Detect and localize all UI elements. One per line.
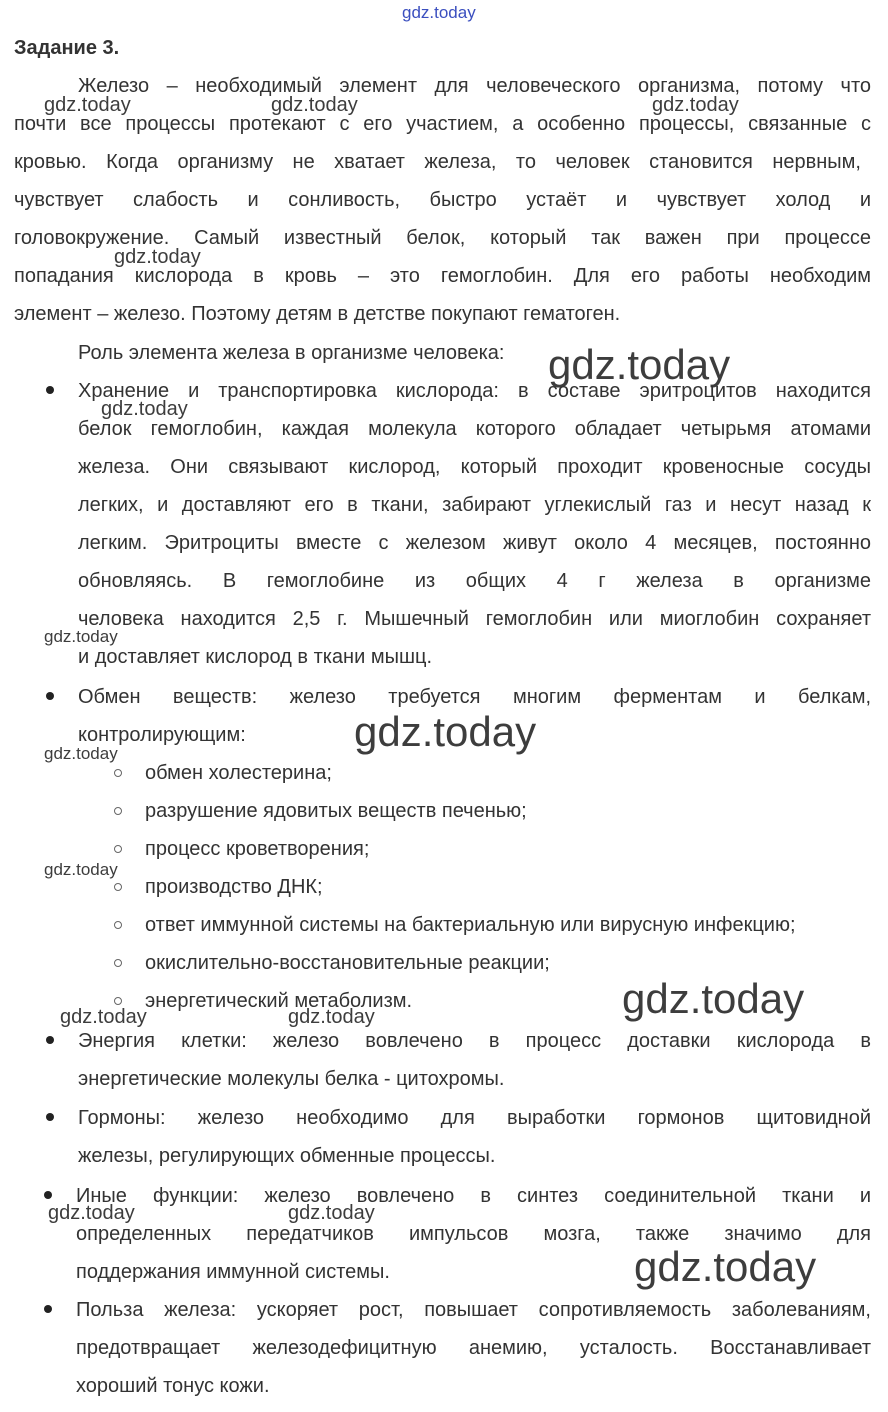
bullet-line: и доставляет кислород в ткани мышц. (78, 646, 433, 668)
bullet-dot (46, 1036, 54, 1044)
sub-item: ответ иммунной системы на бактериальную или вирусную инфекцию; (145, 914, 796, 936)
watermark: gdz.today (288, 1006, 375, 1028)
sub-item: окислительно-восстановительные реакции; (145, 952, 550, 974)
watermark: gdz.today (44, 627, 118, 646)
bullet-line: предотвращает железодефицитную анемию, усталость. Восстанавливает (76, 1337, 871, 1359)
watermark-large: gdz.today (634, 1243, 817, 1290)
watermark: gdz.today (44, 860, 118, 879)
paragraph-line: кровью. Когда организму не хватает железа, то человек становится нервным, (14, 151, 861, 173)
bullet-dot (46, 386, 54, 394)
bullet-line: Хранение и транспортировка кислорода: в составе эритроцитов находится (78, 380, 871, 402)
sub-item: производство ДНК; (145, 876, 323, 898)
bullet-dot (46, 692, 54, 700)
bullet-line: человека находится 2,5 г. Мышечный гемоглобин или миоглобин сохраняет (78, 608, 871, 630)
paragraph-line: головокружение. Самый известный белок, который так важен при процессе (14, 227, 871, 249)
watermark-top: gdz.today (402, 3, 476, 22)
watermark: gdz.today (101, 398, 188, 420)
bullet-line: Иные функции: железо вовлечено в синтез соединительной ткани и (76, 1185, 871, 1207)
bullet-line: железа. Они связывают кислород, который проходит кровеносные сосуды (78, 456, 871, 478)
sub-bullet-circle (114, 997, 122, 1005)
bullet-line: легких, и доставляют его в ткани, забирают углекислый газ и несут назад к (78, 494, 871, 516)
watermark: gdz.today (288, 1202, 375, 1224)
paragraph-line: Железо – необходимый элемент для человеческого организма, потому что (78, 75, 871, 97)
watermark-large: gdz.today (622, 975, 805, 1022)
bullet-dot (46, 1113, 54, 1121)
paragraph-line: чувствует слабость и сонливость, быстро устаёт и чувствует холод и (14, 189, 871, 211)
watermark: gdz.today (271, 94, 358, 116)
sub-bullet-circle (114, 769, 122, 777)
watermark: gdz.today (48, 1202, 135, 1224)
sub-item: энергетический метаболизм. (145, 990, 413, 1012)
paragraph-line: элемент – железо. Поэтому детям в детстве покупают гематоген. (14, 303, 621, 325)
sub-bullet-circle (114, 883, 122, 891)
watermark: gdz.today (652, 94, 739, 116)
bullet-dot (44, 1191, 52, 1199)
bullet-line: поддержания иммунной системы. (76, 1261, 390, 1283)
section-heading: Роль элемента железа в организме человека: (78, 342, 505, 364)
paragraph-line: почти все процессы протекают с его участием, а особенно процессы, связанные с (14, 113, 871, 135)
sub-item: разрушение ядовитых веществ печенью; (145, 800, 527, 822)
sub-bullet-circle (114, 845, 122, 853)
bullet-line: обновляясь. В гемоглобине из общих 4 г железа в организме (78, 570, 871, 592)
watermark: gdz.today (44, 744, 118, 763)
bullet-line: железы, регулирующих обменные процессы. (78, 1145, 496, 1167)
bullet-line: Польза железа: ускоряет рост, повышает сопротивляемость заболеваниям, (76, 1299, 871, 1321)
bullet-line: Обмен веществ: железо требуется многим ферментам и белкам, (78, 686, 871, 708)
watermark-large: gdz.today (548, 341, 731, 388)
bullet-line: энергетические молекулы белка - цитохромы. (78, 1068, 505, 1090)
watermark: gdz.today (60, 1006, 147, 1028)
sub-item: обмен холестерина; (145, 762, 332, 784)
watermark: gdz.today (114, 246, 201, 268)
sub-item: процесс кроветворения; (145, 838, 370, 860)
bullet-line: Энергия клетки: железо вовлечено в процесс доставки кислорода в (78, 1030, 871, 1052)
bullet-line: определенных передатчиков импульсов мозга, также значимо для (76, 1223, 871, 1245)
sub-bullet-circle (114, 959, 122, 967)
bullet-line: белок гемоглобин, каждая молекула которого обладает четырьмя атомами (78, 418, 871, 440)
paragraph-line: попадания кислорода в кровь – это гемоглобин. Для его работы необходим (14, 265, 871, 287)
page-title: Задание 3. (14, 37, 120, 59)
bullet-line: контролирующим: (78, 724, 246, 746)
watermark-large: gdz.today (354, 708, 537, 755)
bullet-line: хороший тонус кожи. (76, 1375, 270, 1397)
bullet-line: Гормоны: железо необходимо для выработки гормонов щитовидной (78, 1107, 871, 1129)
watermark: gdz.today (44, 94, 131, 116)
sub-bullet-circle (114, 807, 122, 815)
bullet-dot (44, 1305, 52, 1313)
sub-bullet-circle (114, 921, 122, 929)
bullet-line: легким. Эритроциты вместе с железом живут около 4 месяцев, постоянно (78, 532, 871, 554)
